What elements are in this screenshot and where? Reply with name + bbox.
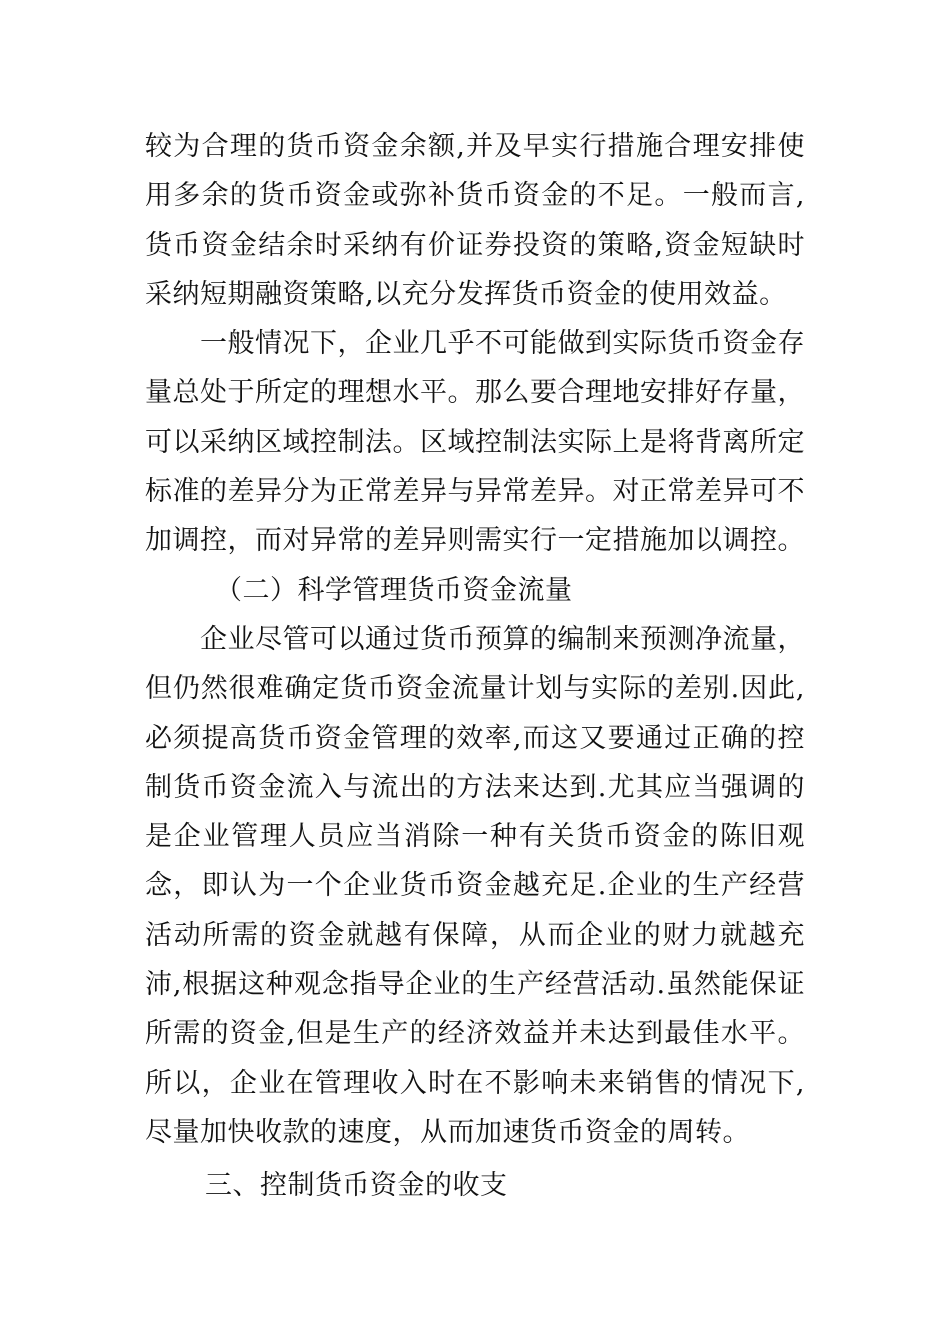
section-heading-cash-flow: （二）科学管理货币资金流量 [215, 574, 573, 606]
paragraph-zone-control: 一般情况下，企业几乎不可能做到实际货币资金存量总处于所定的理想水平。那么要合理地安排好存量，可以采纳区域控制法。区域控制法实际上是将背离所定标准的差异分为正常差异与异常差异。对正常差异可不加调控，而对异常的差异则需实行一定措施加以调控。 [145, 328, 805, 557]
paragraph-cash-flow-management: 企业尽管可以通过货币预算的编制来预测净流量，但仍然很难确定货币资金流量计划与实际的差别.因此,必须提高货币资金管理的效率,而这又要通过正确的控制货币资金流入与流出的方法来达到.尤其应当强调的是企业管理人员应当消除一种有关货币资金的陈旧观念，即认为一个企业货币资金越充足.企业的生产经营活动所需的资金就越有保障，从而企业的财力就越充沛,根据这种观念指导企业的生产经营活动.虽然能保证所需的资金,但是生产的经济效益并未达到最佳水平。所以，企业在管理收入时在不影响未来销售的情况下,尽量加快收款的速度，从而加速货币资金的周转。 [145, 623, 805, 1148]
document-body [145, 122, 805, 1211]
section-heading-cash-control: 三、控制货币资金的收支 [205, 1170, 508, 1202]
paragraph-cash-balance: 较为合理的货币资金余额,并及早实行措施合理安排使用多余的货币资金或弥补货币资金的不足。一般而言,货币资金结余时采纳有价证券投资的策略,资金短缺时采纳短期融资策略,以充分发挥货币资金的使用效益。 [145, 131, 805, 310]
